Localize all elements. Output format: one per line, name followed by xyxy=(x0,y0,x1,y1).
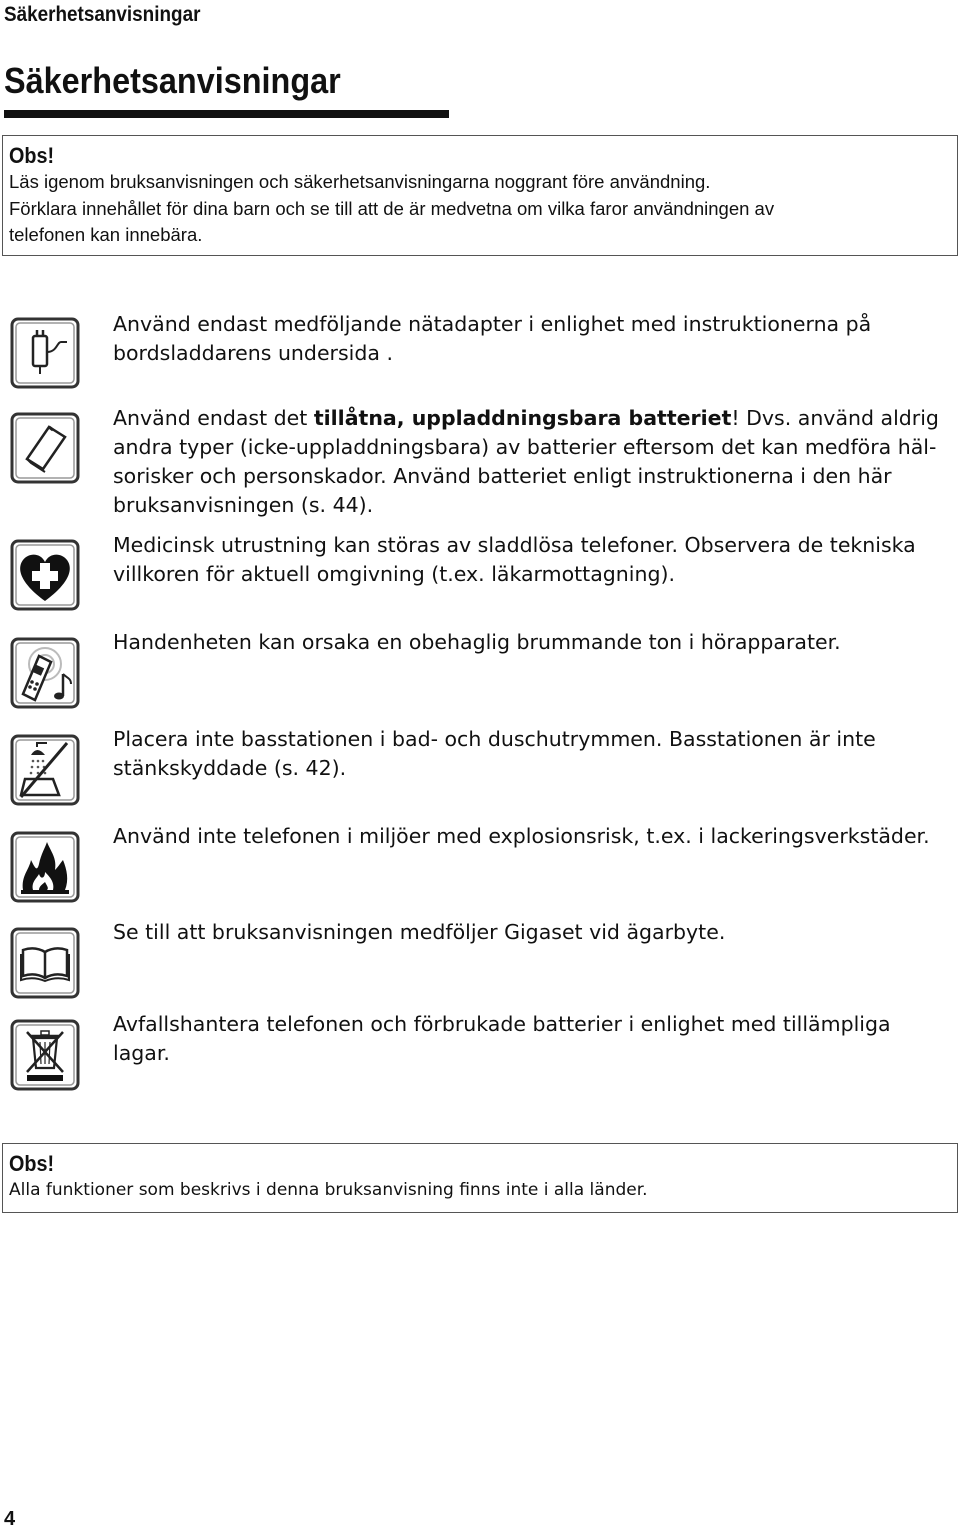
page-title: Säkerhetsanvisningar xyxy=(4,60,341,101)
item-text-no-shower: Placera inte basstationen i bad- och duschutrymmen. Basstationen är inte stänkskyddade (s. 42). xyxy=(113,727,876,780)
battery-text-end: ! Dvs. använd aldrig andra typer (icke-uppladdningsbara) av batterier eftersom det kan medföra häl- sorisker och personskador. Använd batteriet enligt instruktionerna i den här bruksanvisningen (s. 44). xyxy=(113,406,939,517)
flame-icon xyxy=(9,830,81,904)
crossed-bin-icon xyxy=(9,1018,81,1092)
power-adapter-icon xyxy=(9,316,81,390)
open-book-icon xyxy=(9,926,81,1000)
note-heading: Obs! xyxy=(9,1151,55,1176)
item-text-battery xyxy=(113,404,955,520)
note-text: Alla funktioner som beskrivs i denna bruksanvisning finns inte i alla länder. xyxy=(9,1180,648,1200)
note-box-top xyxy=(2,135,958,256)
item-text-medical: Medicinsk utrustning kan störas av sladdlösa telefoner. Observera de tekniska villkoren för aktuell omgivning (t.ex. läkarmottagning). xyxy=(113,533,916,586)
note-box-bottom xyxy=(2,1143,958,1213)
no-shower-icon xyxy=(9,733,81,807)
title-underline xyxy=(4,110,449,118)
note-text: Läs igenom bruksanvisningen och säkerhetsanvisningarna noggrant före användning. Förklara innehållet för dina barn och se till att de är medvetna om vilka faror användningen av telefonen kan innebära. xyxy=(9,171,775,245)
item-text-hearing-aid: Handenheten kan orsaka en obehaglig brummande ton i hörapparater. xyxy=(113,630,841,654)
medical-heart-icon xyxy=(9,538,81,612)
item-text-power-adapter: Använd endast medföljande nätadapter i enlighet med instruktionerna på bordsladdarens undersida . xyxy=(113,312,872,365)
battery-text-start: Använd endast det xyxy=(113,406,314,430)
page-number: 4 xyxy=(4,1508,16,1530)
note-heading: Obs! xyxy=(9,143,55,168)
item-text-explosion: Använd inte telefonen i miljöer med explosionsrisk, t.ex. i lackeringsverkstäder. xyxy=(113,824,930,848)
running-header: Säkerhetsanvisningar xyxy=(4,3,201,26)
battery-text-bold: tillåtna, uppladdningsbara batteriet xyxy=(313,406,732,430)
battery-icon xyxy=(9,411,81,485)
item-text-disposal: Avfallshantera telefonen och förbrukade batterier i enlighet med tillämpliga lagar. xyxy=(113,1012,891,1065)
item-text-handover: Se till att bruksanvisningen medföljer Gigaset vid ägarbyte. xyxy=(113,920,726,944)
hearing-aid-phone-icon xyxy=(9,636,81,710)
